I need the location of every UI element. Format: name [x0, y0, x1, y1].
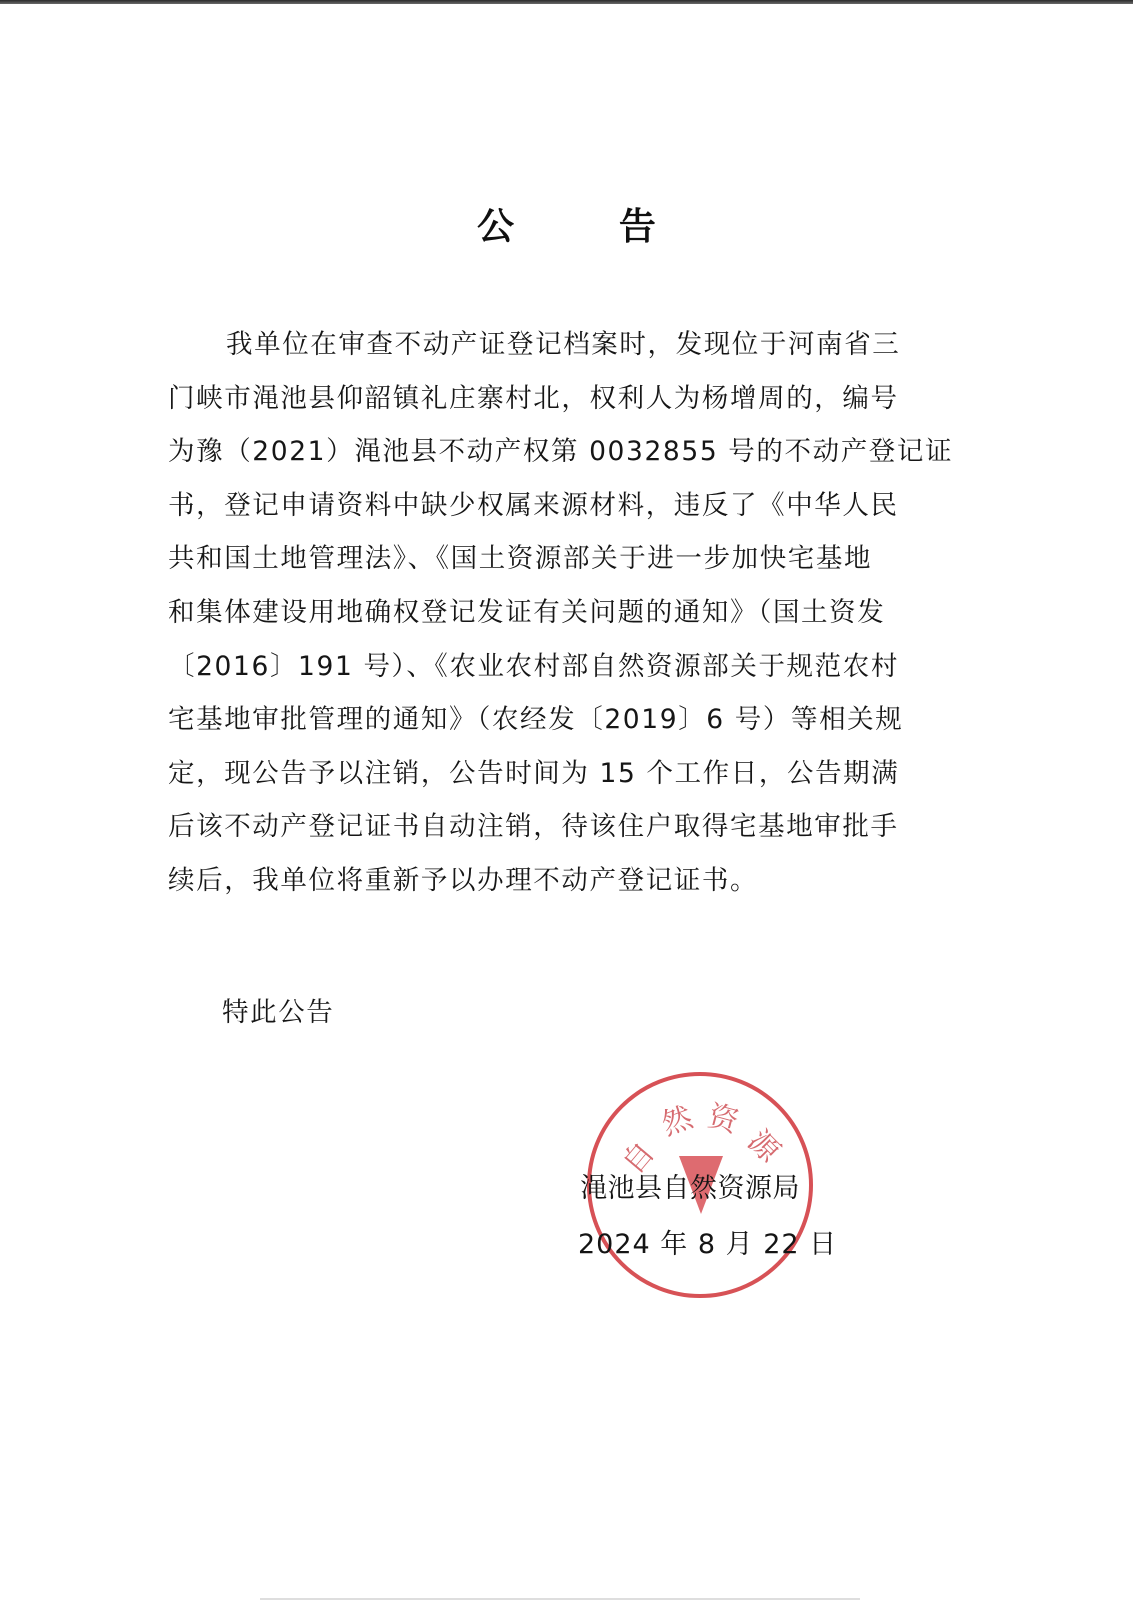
document-title: 公 告 [477, 205, 702, 248]
issuing-organization: 渑池县自然资源局 [580, 1173, 800, 1204]
body-line: 书，登记申请资料中缺少权属来源材料，违反了《中华人民 [168, 489, 899, 521]
seal-char: 自 [615, 1135, 662, 1181]
body-line: 为豫（2021）渑池县不动产权第 0032855 号的不动产登记证 [168, 436, 954, 468]
body-line: 〔2016〕191 号）、《农业农村部自然资源部关于规范农村 [168, 650, 899, 682]
seal-char: 资 [704, 1098, 743, 1141]
body-line: 共和国土地管理法》、《国土资源部关于进一步加快宅基地 [168, 543, 873, 575]
seal-char: 源 [740, 1123, 787, 1170]
closing-statement: 特此公告 [222, 997, 335, 1028]
body-line: 和集体建设用地确权登记发证有关问题的通知》（国土资发 [168, 596, 886, 628]
document-body [168, 318, 958, 908]
body-line: 我单位在审查不动产证登记档案时，发现位于河南省三 [226, 329, 901, 360]
body-line: 续后，我单位将重新予以办理不动产登记证书。 [168, 864, 759, 896]
body-line: 门峡市渑池县仰韶镇礼庄寨村北，权利人为杨增周的，编号 [168, 382, 899, 414]
body-line: 后该不动产登记证书自动注销，待该住户取得宅基地审批手 [168, 811, 899, 843]
scan-top-edge [0, 0, 1133, 4]
seal-char: 然 [657, 1099, 698, 1143]
issue-date: 2024 年 8 月 22 日 [578, 1229, 838, 1260]
body-line: 定，现公告予以注销，公告时间为 15 个工作日，公告期满 [168, 757, 900, 789]
body-line: 宅基地审批管理的通知》（农经发〔2019〕6 号）等相关规 [168, 704, 904, 736]
